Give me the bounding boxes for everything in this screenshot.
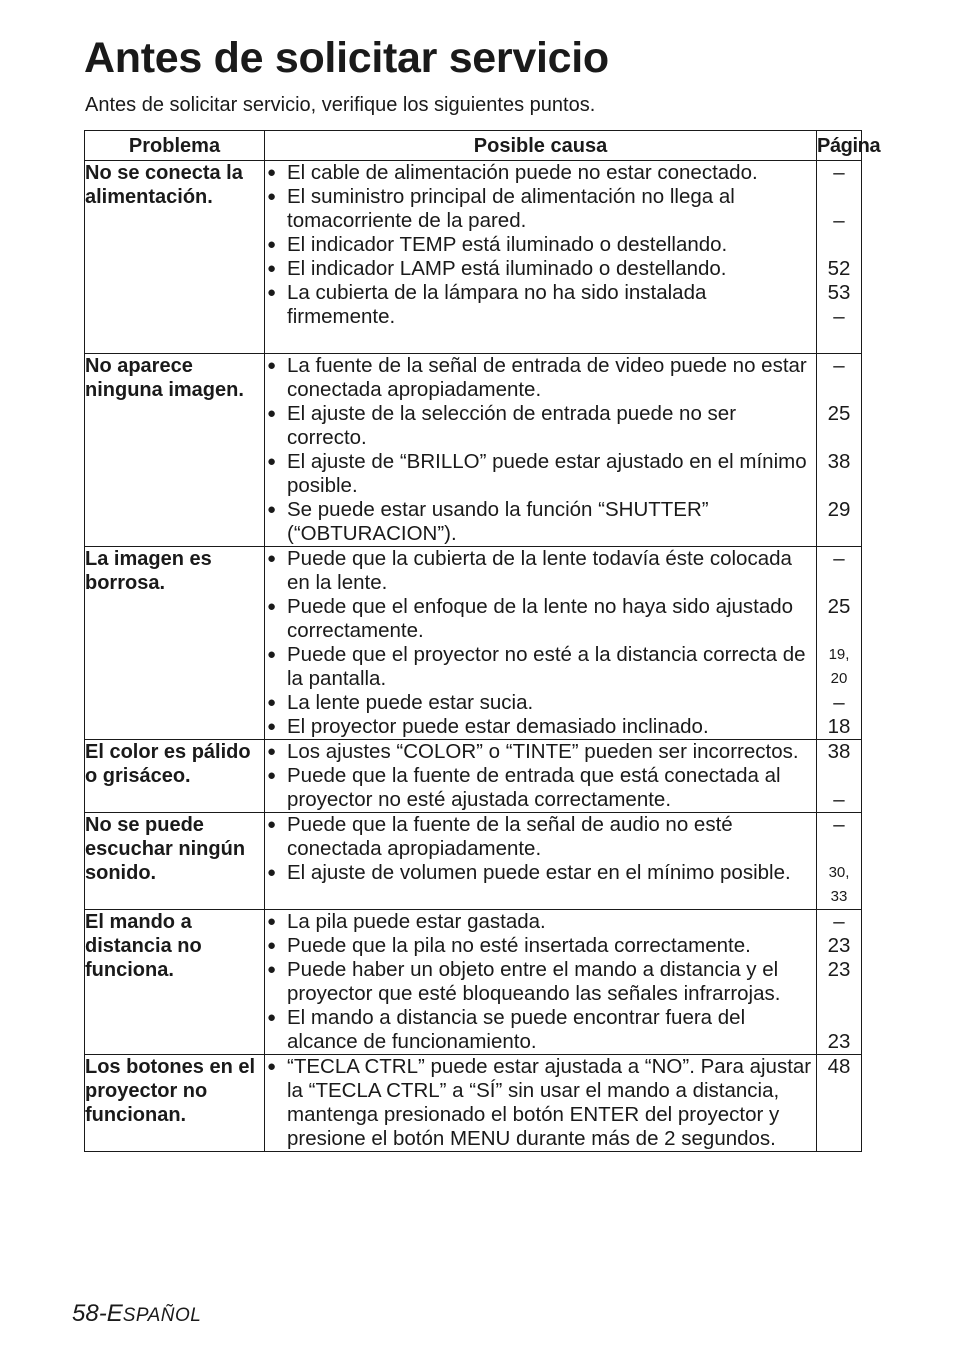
cause-item: ● Puede que la fuente de la señal de audio no esté conectada apropiadamente. xyxy=(265,813,816,861)
cause-item: ● La cubierta de la lámpara no ha sido instalada firmemente. xyxy=(265,281,816,329)
page-ref: – xyxy=(833,691,845,714)
causes-cell xyxy=(265,547,817,740)
causes-cell xyxy=(265,354,817,547)
causes-cell xyxy=(265,740,817,813)
page-ref: 19, xyxy=(828,646,850,663)
cause-item: ● El suministro principal de alimentación no llega al tomacorriente de la pared. xyxy=(265,185,816,233)
page-subtitle: Antes de solicitar servicio, verifique los siguientes puntos. xyxy=(85,94,596,116)
cause-item: ● Puede que la cubierta de la lente todavía éste colocada en la lente. xyxy=(265,547,816,595)
table-row xyxy=(85,813,862,910)
cause-item: ● Puede que el enfoque de la lente no haya sido ajustado correctamente. xyxy=(265,595,816,643)
page-ref: 38 xyxy=(827,740,851,763)
page-ref: – xyxy=(833,161,845,184)
header-problem: Problema xyxy=(85,131,265,161)
problem-cell: No se puede escuchar ningún sonido. xyxy=(85,813,265,910)
page-ref xyxy=(817,233,861,257)
table-row xyxy=(85,161,862,354)
causes-cell xyxy=(265,813,817,910)
table-row xyxy=(85,547,862,740)
pages-cell xyxy=(817,1055,862,1152)
table-header-row xyxy=(85,131,862,161)
page-title: Antes de solicitar servicio xyxy=(84,34,609,82)
problem-cell: No se conecta la alimentación. xyxy=(85,161,265,354)
page-ref xyxy=(817,522,861,546)
page-ref xyxy=(817,837,861,861)
page-ref: 20 xyxy=(830,670,848,687)
cause-item: ● El indicador TEMP está iluminado o destellando. xyxy=(265,233,816,257)
header-cause: Posible causa xyxy=(265,131,817,161)
page-ref: 52 xyxy=(827,257,851,280)
cause-item: ● El mando a distancia se puede encontrar fuera del alcance de funcionamiento. xyxy=(265,1006,816,1054)
page-ref: 38 xyxy=(827,450,851,473)
cause-item: ● “TECLA CTRL” puede estar ajustada a “NO”. Para ajustar la “TECLA CTRL” a “SÍ” sin usar el mando a distancia, mantenga presionado el botón ENTER del proyector y presione el botón MENU durante más de 2 segundos. xyxy=(265,1055,816,1151)
page-ref: 23 xyxy=(827,1030,851,1053)
cause-item: ● Se puede estar usando la función “SHUTTER” (“OBTURACION”). xyxy=(265,498,816,546)
problem-cell: Los botones en el proyector no funcionan. xyxy=(85,1055,265,1152)
cause-item: ● El proyector puede estar demasiado inclinado. xyxy=(265,715,816,739)
page-number: 58-E xyxy=(72,1300,123,1327)
cause-item: ● El indicador LAMP está iluminado o destellando. xyxy=(265,257,816,281)
page-footer xyxy=(72,1300,201,1328)
causes-cell xyxy=(265,910,817,1055)
page-ref: 23 xyxy=(827,934,851,957)
cause-item: ● Puede que la fuente de entrada que está conectada al proyector no esté ajustada correctamente. xyxy=(265,764,816,812)
table-row xyxy=(85,1055,862,1152)
page-ref: – xyxy=(833,354,845,377)
page-ref: 25 xyxy=(827,595,851,618)
page-ref: – xyxy=(833,305,845,328)
pages-cell xyxy=(817,354,862,547)
page-ref: 48 xyxy=(827,1055,851,1078)
cause-item: ● El ajuste de “BRILLO” puede estar ajustado en el mínimo posible. xyxy=(265,450,816,498)
cause-item: ● Puede haber un objeto entre el mando a distancia y el proyector que esté bloqueando las señales infrarrojas. xyxy=(265,958,816,1006)
page-ref xyxy=(817,619,861,643)
pages-cell xyxy=(817,547,862,740)
page-ref xyxy=(817,474,861,498)
cause-item: ● El ajuste de volumen puede estar en el mínimo posible. xyxy=(265,861,816,885)
cause-item: ● Puede que la pila no esté insertada correctamente. xyxy=(265,934,816,958)
cause-item: ● El cable de alimentación puede no estar conectado. xyxy=(265,161,816,185)
pages-cell xyxy=(817,161,862,354)
causes-cell xyxy=(265,1055,817,1152)
page-ref xyxy=(817,378,861,402)
page-ref: 23 xyxy=(827,958,851,981)
page-ref xyxy=(817,426,861,450)
page-ref: 18 xyxy=(827,715,851,738)
pages-cell xyxy=(817,910,862,1055)
cause-item: ● Puede que el proyector no esté a la distancia correcta de la pantalla. xyxy=(265,643,816,691)
page-ref: 33 xyxy=(830,888,848,905)
page-ref: 25 xyxy=(827,402,851,425)
cause-item: ● El ajuste de la selección de entrada puede no ser correcto. xyxy=(265,402,816,450)
cause-item: ● Los ajustes “COLOR” o “TINTE” pueden ser incorrectos. xyxy=(265,740,816,764)
page-ref: – xyxy=(833,910,845,933)
cause-item: ● La lente puede estar sucia. xyxy=(265,691,816,715)
page-ref xyxy=(817,1006,861,1030)
page-ref: 30, xyxy=(828,864,850,881)
page-ref xyxy=(817,329,861,353)
problem-cell: No aparece ninguna imagen. xyxy=(85,354,265,547)
pages-cell xyxy=(817,813,862,910)
page-ref: – xyxy=(833,813,845,836)
header-page: Página xyxy=(817,131,862,161)
cause-item: ● La pila puede estar gastada. xyxy=(265,910,816,934)
table-row xyxy=(85,354,862,547)
page-ref: 29 xyxy=(827,498,851,521)
page-ref: – xyxy=(833,209,845,232)
page-ref: – xyxy=(833,788,845,811)
cause-item: ● La fuente de la señal de entrada de video puede no estar conectada apropiadamente. xyxy=(265,354,816,402)
troubleshooting-table xyxy=(84,130,881,1152)
page-ref: 53 xyxy=(827,281,851,304)
table-row xyxy=(85,910,862,1055)
problem-cell: La imagen es borrosa. xyxy=(85,547,265,740)
page-ref: – xyxy=(833,547,845,570)
problem-cell: El color es pálido o grisáceo. xyxy=(85,740,265,813)
footer-language: SPAÑOL xyxy=(122,1305,202,1326)
page-ref xyxy=(817,571,861,595)
table-row xyxy=(85,740,862,813)
pages-cell xyxy=(817,740,862,813)
page-ref xyxy=(817,982,861,1006)
page-ref xyxy=(817,764,861,788)
causes-cell xyxy=(265,161,817,354)
problem-cell: El mando a distancia no funciona. xyxy=(85,910,265,1055)
page-ref xyxy=(817,185,861,209)
